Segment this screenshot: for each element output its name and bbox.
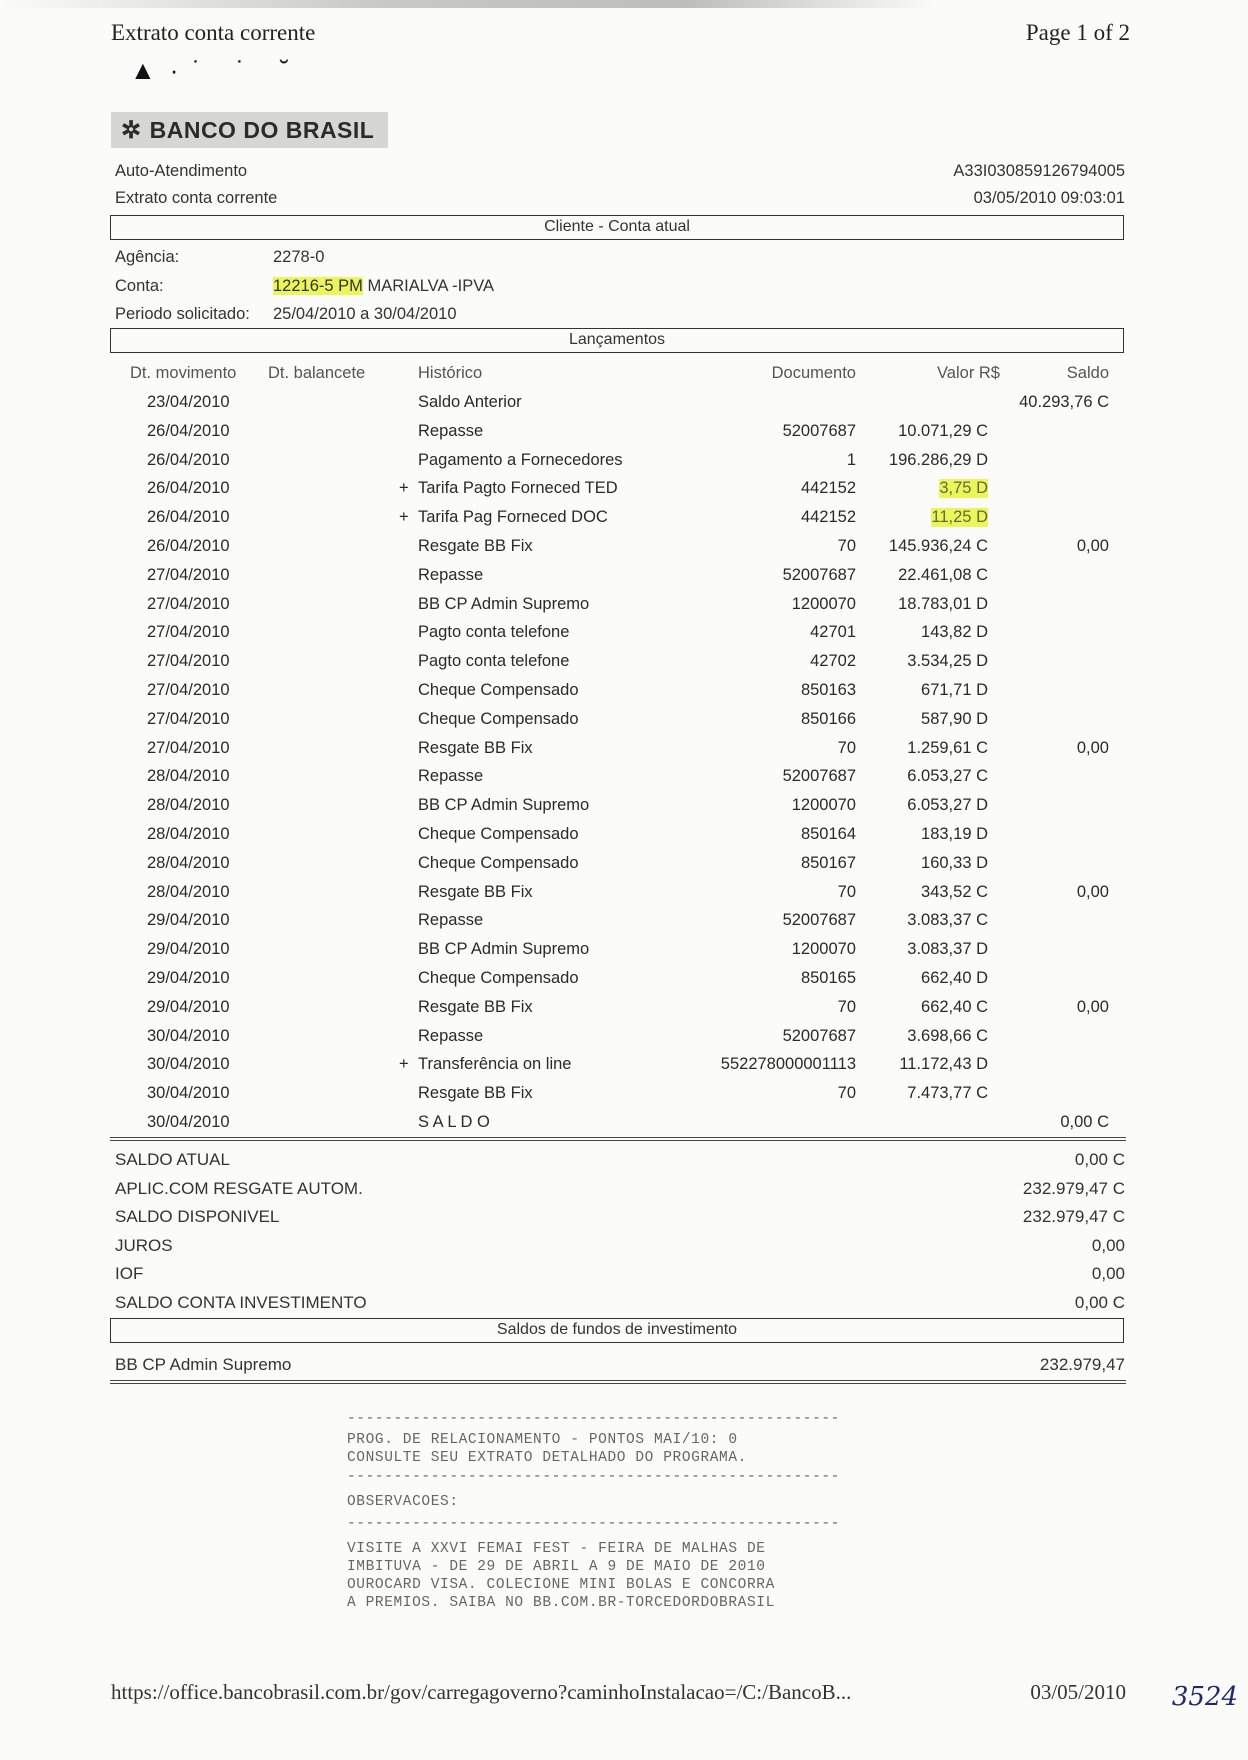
row-documento: 850165 bbox=[800, 969, 856, 987]
row-valor: 662,40 D bbox=[921, 969, 988, 987]
col-dt-balancete: Dt. balancete bbox=[268, 364, 366, 382]
row-date: 28/04/2010 bbox=[147, 882, 230, 901]
row-documento: 1200070 bbox=[791, 796, 856, 815]
table-row bbox=[0, 998, 1248, 1027]
fundo-name: BB CP Admin Supremo bbox=[115, 1355, 292, 1374]
document-name: Extrato conta corrente bbox=[115, 189, 278, 207]
row-historico: Repasse bbox=[418, 767, 484, 786]
row-documento: 70 bbox=[837, 738, 856, 757]
fundos-section-header bbox=[110, 1318, 1124, 1343]
row-documento: 70 bbox=[837, 882, 856, 901]
row-documento: 52007687 bbox=[782, 421, 856, 440]
table-row bbox=[0, 422, 1248, 451]
table-row bbox=[0, 1055, 1248, 1084]
row-date: 26/04/2010 bbox=[147, 508, 230, 527]
row-documento: 442152 bbox=[800, 508, 856, 527]
table-row bbox=[0, 940, 1248, 969]
client-section-header bbox=[110, 215, 1124, 240]
document-code: A33I030859126794005 bbox=[953, 162, 1125, 180]
table-row bbox=[0, 1027, 1248, 1056]
row-historico: Cheque Compensado bbox=[418, 853, 579, 872]
row-historico: Repasse bbox=[418, 421, 484, 440]
row-documento: 42701 bbox=[810, 623, 856, 642]
row-valor: 671,71 D bbox=[921, 681, 988, 699]
row-historico: Repasse bbox=[418, 565, 484, 584]
fundos-end-rule bbox=[110, 1380, 1126, 1384]
row-plus-marker: + bbox=[399, 1055, 409, 1074]
row-documento: 52007687 bbox=[782, 911, 856, 930]
table-row bbox=[0, 566, 1248, 595]
row-date: 27/04/2010 bbox=[147, 652, 230, 671]
conta-value bbox=[273, 277, 494, 296]
table-row bbox=[0, 767, 1248, 796]
document-datetime: 03/05/2010 09:03:01 bbox=[973, 189, 1125, 207]
row-date: 27/04/2010 bbox=[147, 738, 230, 757]
summary-row bbox=[115, 1293, 1125, 1321]
bank-logo bbox=[111, 112, 388, 148]
bb-logo-icon: ✲ bbox=[121, 116, 142, 144]
row-documento: 850164 bbox=[800, 825, 856, 843]
col-valor: Valor R$ bbox=[937, 364, 1000, 382]
row-historico: Repasse bbox=[418, 1026, 484, 1045]
table-row bbox=[0, 451, 1248, 480]
summary-row bbox=[115, 1236, 1125, 1264]
row-date: 26/04/2010 bbox=[147, 450, 230, 469]
row-historico: BB CP Admin Supremo bbox=[418, 594, 590, 613]
table-row bbox=[0, 796, 1248, 825]
row-date: 27/04/2010 bbox=[147, 594, 230, 613]
summary-label: IOF bbox=[115, 1264, 144, 1283]
client-section-title: Cliente - Conta atual bbox=[544, 218, 690, 235]
row-date: 28/04/2010 bbox=[147, 767, 230, 786]
row-valor: 662,40 C bbox=[921, 997, 988, 1016]
row-historico: Transferência on line bbox=[418, 1055, 572, 1074]
row-plus-marker: + bbox=[399, 508, 409, 527]
row-valor: 343,52 C bbox=[921, 882, 988, 901]
observacoes-label: OBSERVACOES: bbox=[347, 1494, 459, 1510]
summary-row bbox=[115, 1179, 1125, 1207]
row-valor: 22.461,08 C bbox=[898, 565, 988, 584]
row-valor: 3.534,25 D bbox=[907, 652, 988, 671]
row-historico: Resgate BB Fix bbox=[418, 882, 533, 901]
row-valor: 3.083,37 C bbox=[907, 911, 988, 930]
row-date: 28/04/2010 bbox=[147, 825, 230, 843]
service-name: Auto-Atendimento bbox=[115, 162, 248, 180]
col-saldo: Saldo bbox=[1066, 364, 1109, 382]
table-row bbox=[0, 854, 1248, 883]
table-row bbox=[0, 825, 1248, 854]
summary-label: SALDO ATUAL bbox=[115, 1150, 230, 1169]
lancamentos-section-title: Lançamentos bbox=[568, 331, 666, 348]
table-row bbox=[0, 739, 1248, 768]
row-plus-marker: + bbox=[399, 479, 409, 498]
scan-edge bbox=[0, 0, 1248, 8]
table-row bbox=[0, 595, 1248, 624]
table-row bbox=[0, 911, 1248, 940]
row-valor: 11.172,43 D bbox=[899, 1055, 988, 1074]
message-line-4: A PREMIOS. SAIBA NO BB.COM.BR-TORCEDORDOBRASIL bbox=[347, 1595, 775, 1611]
row-date: 23/04/2010 bbox=[147, 393, 230, 411]
notes-divider: ----------------------------------------------------- bbox=[347, 1411, 840, 1427]
conta-number: 12216-5 PM bbox=[273, 277, 363, 295]
row-valor: 3,75 D bbox=[939, 479, 988, 498]
notes-divider: ----------------------------------------------------- bbox=[347, 1469, 840, 1485]
row-historico: BB CP Admin Supremo bbox=[418, 796, 590, 815]
table-row bbox=[0, 508, 1248, 537]
row-date: 27/04/2010 bbox=[147, 709, 230, 728]
row-documento: 52007687 bbox=[782, 1026, 856, 1045]
row-date: 26/04/2010 bbox=[147, 479, 230, 498]
row-historico: Resgate BB Fix bbox=[418, 1084, 533, 1103]
row-valor: 11,25 D bbox=[931, 508, 988, 527]
row-documento: 1 bbox=[846, 450, 856, 469]
row-date: 29/04/2010 bbox=[147, 969, 230, 987]
notes-divider: ----------------------------------------------------- bbox=[347, 1516, 840, 1532]
row-historico: Cheque Compensado bbox=[418, 709, 579, 728]
conta-label: Conta: bbox=[115, 277, 164, 295]
lancamentos-section-header bbox=[110, 328, 1124, 353]
summary-label: SALDO DISPONIVEL bbox=[115, 1207, 280, 1226]
table-row bbox=[0, 652, 1248, 681]
table-row bbox=[0, 537, 1248, 566]
row-date: 29/04/2010 bbox=[147, 911, 230, 930]
row-date: 30/04/2010 bbox=[147, 1026, 230, 1045]
table-row bbox=[0, 1084, 1248, 1113]
print-footer-date: 03/05/2010 bbox=[1030, 1680, 1126, 1704]
fundo-row bbox=[115, 1355, 1125, 1383]
fundos-section-title: Saldos de fundos de investimento bbox=[496, 1321, 738, 1338]
summary-value: 0,00 C bbox=[1074, 1150, 1125, 1169]
periodo-value: 25/04/2010 a 30/04/2010 bbox=[273, 305, 457, 323]
row-saldo: 0,00 C bbox=[1060, 1113, 1109, 1131]
prog-line-1: PROG. DE RELACIONAMENTO - PONTOS MAI/10: 0 bbox=[347, 1432, 738, 1448]
table-row bbox=[0, 479, 1248, 508]
row-date: 29/04/2010 bbox=[147, 997, 230, 1016]
row-valor: 6.053,27 D bbox=[907, 796, 988, 815]
table-row bbox=[0, 681, 1248, 710]
summary-label: SALDO CONTA INVESTIMENTO bbox=[115, 1292, 367, 1312]
row-historico: Cheque Compensado bbox=[418, 969, 579, 987]
periodo-label: Periodo solicitado: bbox=[115, 305, 250, 323]
message-line-2: IMBITUVA - DE 29 DE ABRIL A 9 DE MAIO DE 2010 bbox=[347, 1559, 766, 1575]
message-line-3: OUROCARD VISA. COLECIONE MINI BOLAS E CONCORRA bbox=[347, 1577, 775, 1593]
summary-value: 232.979,47 C bbox=[1022, 1178, 1125, 1198]
row-historico: Repasse bbox=[418, 911, 484, 930]
table-row bbox=[0, 393, 1248, 422]
agencia-label: Agência: bbox=[115, 248, 180, 266]
summary-value: 0,00 bbox=[1091, 1235, 1125, 1255]
row-valor: 196.286,29 D bbox=[888, 450, 988, 469]
row-valor: 1.259,61 C bbox=[907, 738, 988, 757]
row-saldo: 0,00 bbox=[1076, 882, 1109, 901]
row-saldo: 0,00 bbox=[1076, 537, 1109, 555]
summary-value: 232.979,47 C bbox=[1022, 1207, 1125, 1226]
table-row bbox=[0, 710, 1248, 739]
row-valor: 143,82 D bbox=[921, 623, 988, 642]
row-historico: Pagamento a Fornecedores bbox=[418, 450, 623, 469]
row-valor: 18.783,01 D bbox=[898, 594, 988, 613]
scan-marks: ▲·˙ ˙ ˘ bbox=[130, 55, 303, 85]
row-historico: Saldo Anterior bbox=[418, 393, 522, 411]
row-valor: 3.083,37 D bbox=[907, 940, 988, 959]
row-documento: 850163 bbox=[800, 681, 856, 699]
row-date: 27/04/2010 bbox=[147, 565, 230, 584]
table-row bbox=[0, 883, 1248, 912]
table-row bbox=[0, 623, 1248, 652]
prog-line-2: CONSULTE SEU EXTRATO DETALHADO DO PROGRAMA. bbox=[347, 1450, 747, 1466]
row-documento: 70 bbox=[837, 1084, 856, 1103]
row-historico: S A L D O bbox=[418, 1113, 490, 1131]
message-line-1: VISITE A XXVI FEMAI FEST - FEIRA DE MALHAS DE bbox=[347, 1541, 766, 1557]
row-documento: 850167 bbox=[800, 853, 856, 872]
row-valor: 160,33 D bbox=[921, 853, 988, 872]
col-historico: Histórico bbox=[418, 364, 483, 382]
fundo-value: 232.979,47 bbox=[1039, 1355, 1125, 1374]
row-documento: 52007687 bbox=[782, 565, 856, 584]
row-valor: 183,19 D bbox=[921, 825, 988, 843]
row-documento: 442152 bbox=[800, 479, 856, 498]
row-saldo: 0,00 bbox=[1076, 738, 1109, 757]
row-documento: 70 bbox=[837, 997, 856, 1016]
summary-label: APLIC.COM RESGATE AUTOM. bbox=[115, 1178, 363, 1198]
col-documento: Documento bbox=[771, 364, 856, 382]
row-historico: Resgate BB Fix bbox=[418, 738, 533, 757]
row-historico: Tarifa Pag Forneced DOC bbox=[418, 508, 608, 527]
handwritten-note: 3524 bbox=[1171, 1682, 1238, 1712]
summary-value: 0,00 bbox=[1091, 1264, 1125, 1283]
row-historico: Tarifa Pagto Forneced TED bbox=[418, 479, 618, 498]
row-saldo: 40.293,76 C bbox=[1019, 393, 1109, 411]
row-historico: Cheque Compensado bbox=[418, 825, 579, 843]
row-historico: Cheque Compensado bbox=[418, 681, 579, 699]
summary-row bbox=[115, 1264, 1125, 1292]
col-dt-movimento: Dt. movimento bbox=[130, 364, 237, 382]
row-date: 30/04/2010 bbox=[147, 1055, 230, 1074]
row-date: 30/04/2010 bbox=[147, 1113, 230, 1131]
row-historico: Resgate BB Fix bbox=[418, 537, 533, 555]
row-historico: Resgate BB Fix bbox=[418, 997, 533, 1016]
summary-row bbox=[115, 1150, 1125, 1178]
row-valor: 587,90 D bbox=[921, 709, 988, 728]
row-historico: BB CP Admin Supremo bbox=[418, 940, 590, 959]
row-documento: 70 bbox=[837, 537, 856, 555]
row-documento: 1200070 bbox=[791, 940, 856, 959]
row-historico: Pagto conta telefone bbox=[418, 623, 570, 642]
row-documento: 850166 bbox=[800, 709, 856, 728]
row-date: 26/04/2010 bbox=[147, 421, 230, 440]
row-valor: 6.053,27 C bbox=[907, 767, 988, 786]
row-valor: 10.071,29 C bbox=[898, 421, 988, 440]
row-date: 27/04/2010 bbox=[147, 681, 230, 699]
print-page-title: Extrato conta corrente bbox=[111, 20, 316, 45]
print-footer-url: https://office.bancobrasil.com.br/gov/carregagoverno?caminhoInstalacao=/C:/BancoB... bbox=[111, 1680, 852, 1704]
row-date: 27/04/2010 bbox=[147, 623, 230, 642]
row-saldo: 0,00 bbox=[1076, 997, 1109, 1016]
row-historico: Pagto conta telefone bbox=[418, 652, 570, 671]
row-documento: 1200070 bbox=[791, 594, 856, 613]
print-page-number: Page 1 of 2 bbox=[1025, 20, 1130, 45]
row-date: 29/04/2010 bbox=[147, 940, 230, 959]
row-date: 28/04/2010 bbox=[147, 853, 230, 872]
summary-row bbox=[115, 1207, 1125, 1235]
table-row bbox=[0, 969, 1248, 998]
summary-label: JUROS bbox=[115, 1235, 173, 1255]
row-date: 30/04/2010 bbox=[147, 1084, 230, 1103]
row-documento: 42702 bbox=[810, 652, 856, 671]
row-valor: 145.936,24 C bbox=[888, 537, 988, 555]
row-date: 26/04/2010 bbox=[147, 537, 230, 555]
agencia-value: 2278-0 bbox=[273, 248, 325, 266]
row-valor: 3.698,66 C bbox=[907, 1026, 988, 1045]
table-end-rule bbox=[110, 1137, 1126, 1141]
summary-value: 0,00 C bbox=[1074, 1292, 1125, 1312]
row-documento: 552278000001113 bbox=[720, 1055, 856, 1074]
row-date: 28/04/2010 bbox=[147, 796, 230, 815]
conta-name: MARIALVA -IPVA bbox=[362, 277, 495, 295]
row-documento: 52007687 bbox=[782, 767, 856, 786]
bank-logo-text: BANCO DO BRASIL bbox=[149, 116, 375, 143]
row-valor: 7.473,77 C bbox=[907, 1084, 988, 1103]
